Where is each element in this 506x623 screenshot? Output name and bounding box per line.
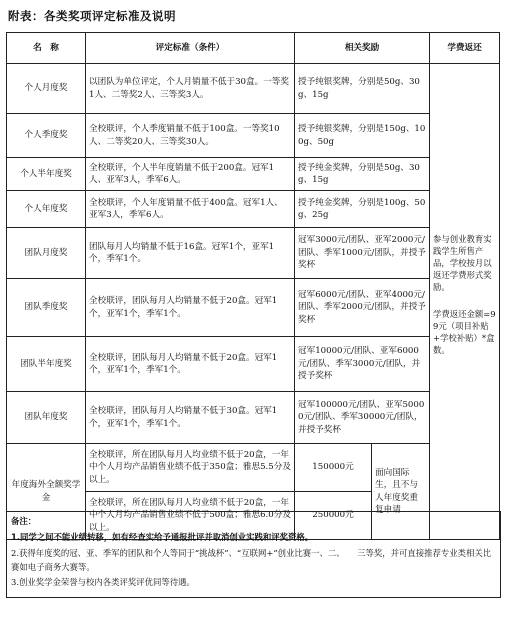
- scholarship-amount: 150000元: [295, 444, 372, 492]
- award-reward: 冠军3000元/团队、亚军2000元/团队、季军1000元/团队，并授予奖杯: [295, 228, 430, 279]
- award-criteria: 全校联评，个人年度销量不低于400盒。冠军1人、亚军3人，季军6人。: [86, 191, 295, 228]
- award-reward: 授予纯金奖牌，分别是50g、30g、15g: [295, 158, 430, 191]
- table-row: [7, 392, 500, 444]
- award-criteria: 团队每月人均销量不低于16盒。冠军1个，亚军1个，季军1个。: [86, 228, 295, 279]
- table-row: [7, 228, 500, 279]
- award-reward: 授予纯金奖牌，分别是100g、50g、25g: [295, 191, 430, 228]
- award-criteria: 全校联评，团队每月人均销量不低于20盒。冠军1个，亚军1个，季军1个。: [86, 337, 295, 392]
- table-header-row: [7, 33, 500, 64]
- award-name: 团队半年度奖: [7, 337, 86, 392]
- award-name: 个人月度奖: [7, 64, 86, 114]
- award-criteria: 全校联评，个人季度销量不低于100盒。一等奖10人、二等奖20人、三等奖30人。: [86, 114, 295, 158]
- header-reward: 相关奖励: [295, 33, 430, 64]
- table-row: [7, 114, 500, 158]
- note-item: 1.同学之间不能业绩转移，如有经查实给予通报批评并取消创业实践和评奖资格。: [11, 531, 314, 542]
- award-reward: 授予纯银奖牌，分别是150g、100g、50g: [295, 114, 430, 158]
- page-title: 附表：各类奖项评定标准及说明: [8, 9, 176, 23]
- award-reward: 冠军6000元/团队、亚军4000元/团队、季军2000元/团队，并授予奖杯: [295, 279, 430, 337]
- rebate-formula: 学费返还金额=99元（项目补贴+学校补贴）*盒数。: [433, 308, 496, 356]
- table-row: [7, 158, 500, 191]
- award-criteria: 全校联评，团队每月人均销量不低于20盒。冠军1个，亚军1个，季军1个。: [86, 279, 295, 337]
- award-reward: 冠军10000元/团队、亚军6000元/团队、季军3000元/团队，并授予奖杯: [295, 337, 430, 392]
- table-row: [7, 191, 500, 228]
- scholarship-row: [7, 444, 500, 492]
- award-name: 个人季度奖: [7, 114, 86, 158]
- table-row: [7, 337, 500, 392]
- award-name: 团队季度奖: [7, 279, 86, 337]
- header-criteria: 评定标准（条件）: [86, 33, 295, 64]
- award-reward: 冠军100000元/团队、亚军50000元/团队、季军30000元/团队，并授予奖杯: [295, 392, 430, 444]
- scholarship-note: 面向国际生，且不与人年度奖重复申请: [372, 444, 430, 540]
- header-rebate: 学费返还: [430, 33, 500, 64]
- award-name: 团队年度奖: [7, 392, 86, 444]
- note-item: 3.创业奖学金荣誉与校内各类评奖评优同等待遇。: [11, 576, 195, 587]
- tuition-rebate-cell: [430, 64, 500, 540]
- award-reward: 授予纯银奖牌，分别是50g、30g、15g: [295, 64, 430, 114]
- notes-box: [6, 511, 501, 598]
- award-criteria: 以团队为单位评定，个人月销量不低于30盒。一等奖1人、二等奖2人、三等奖3人。: [86, 64, 295, 114]
- award-criteria: 全校联评，个人半年度销量不低于200盒。冠军1人、亚军3人，季军6人。: [86, 158, 295, 191]
- note-item: 2.获得年度奖的冠、亚、季军的团队和个人等同于“挑战杯”、“互联网+”创业比赛一、二、 三等奖，并可直接推荐专业类相关比赛如电子商务大赛等。: [11, 547, 492, 573]
- scholarship-name: 年度海外全额奖学金: [7, 444, 86, 540]
- award-name: 个人年度奖: [7, 191, 86, 228]
- table-row: [7, 64, 500, 114]
- award-name: 团队月度奖: [7, 228, 86, 279]
- notes-title: 备注：: [11, 516, 37, 526]
- rebate-description: 参与创业教育实践学生所售产品，学校按月以返还学费形式奖励。: [433, 233, 492, 293]
- award-name: 个人半年度奖: [7, 158, 86, 191]
- scholarship-amount: 250000元: [295, 492, 372, 540]
- scholarship-criteria: 全校联评，所在团队每月人均业绩不低于20盒，一年中个人月均产品销售业绩不低于500盒；雅思6.0分及以上。: [86, 492, 295, 540]
- header-name: 名 称: [7, 33, 86, 64]
- awards-table: [6, 32, 500, 540]
- award-criteria: 全校联评，团队每月人均销量不低于30盒。冠军1个，亚军1个，季军1个。: [86, 392, 295, 444]
- scholarship-criteria: 全校联评，所在团队每月人均业绩不低于20盒，一年中个人月均产品销售业绩不低于350盒；雅思5.5分及以上。: [86, 444, 295, 492]
- table-row: [7, 279, 500, 337]
